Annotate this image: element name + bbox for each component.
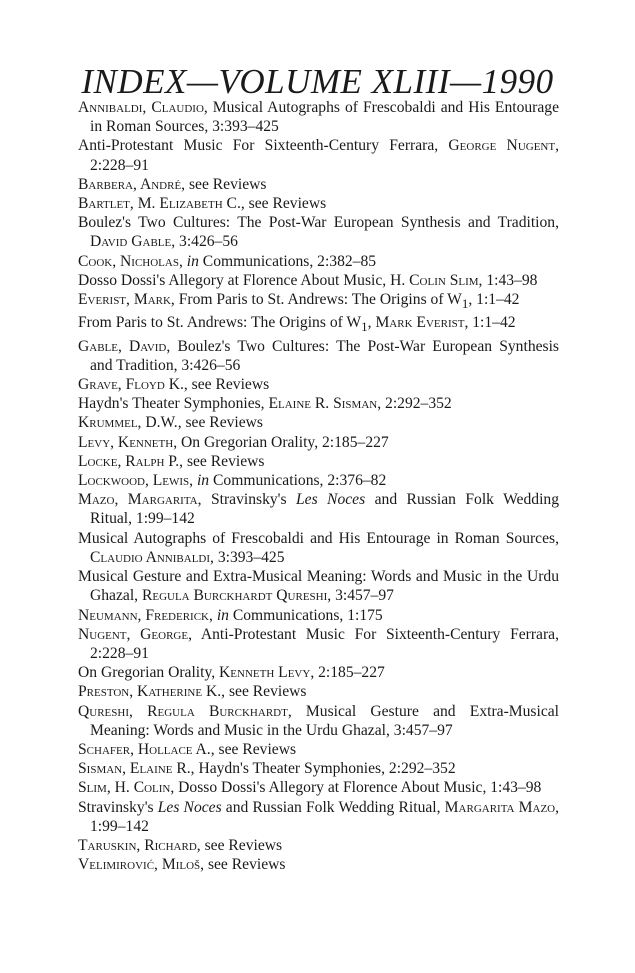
index-entry: Musical Gesture and Extra-Musical Meaning: Words and Music in the Urdu Ghazal, Regula Burckhardt Qureshi, 3:457–97 bbox=[78, 568, 559, 605]
index-entry: Haydn's Theater Symphonies, Elaine R. Sisman, 2:292–352 bbox=[78, 395, 452, 413]
index-entry: Gable, David, Boulez's Two Cultures: The Post-War European Synthesis and Tradition, 3:426–56 bbox=[78, 337, 560, 374]
index-entry: From Paris to St. Andrews: The Origins of $W_1$, Mark Everist, 1:1–42 bbox=[78, 314, 516, 335]
index-entry: Mazo, Margarita, Stravinsky's Les Noces and Russian Folk Wedding Ritual, 1:99–142 bbox=[78, 491, 560, 528]
index-entry: Krummel, D.W., see Reviews bbox=[78, 414, 263, 432]
index-entry: Qureshi, Regula Burckhardt, Musical Gesture and Extra-Musical Meaning: Words and Music in the Urdu Ghazal, 3:457–97 bbox=[78, 702, 559, 739]
page-title: INDEX—VOLUME XLIII—1990 bbox=[81, 62, 554, 101]
index-entry: Dosso Dossi's Allegory at Florence About Music, H. Colin Slim, 1:43–98 bbox=[78, 271, 538, 289]
index-entry: Neumann, Frederick, in Communications, 1:175 bbox=[78, 606, 383, 624]
index-entry: Cook, Nicholas, in Communications, 2:382–85 bbox=[78, 252, 377, 270]
index-entry: Nugent, George, Anti-Protestant Music For Sixteenth-Century Ferrara, 2:228–91 bbox=[78, 625, 559, 662]
index-entry: Everist, Mark, From Paris to St. Andrews: The Origins of $W_1$, 1:1–42 bbox=[78, 291, 520, 312]
index-entry: Levy, Kenneth, On Gregorian Orality, 2:185–227 bbox=[78, 433, 389, 451]
index-entry: Velimirović, Miloš, see Reviews bbox=[78, 856, 286, 874]
index-entry: Annibaldi, Claudio, Musical Autographs of Frescobaldi and His Entourage in Roman Sources, 3:393–425 bbox=[78, 99, 559, 136]
index-entry: Slim, H. Colin, Dosso Dossi's Allegory at Florence About Music, 1:43–98 bbox=[78, 779, 542, 797]
index-entry: Musical Autographs of Frescobaldi and His Entourage in Roman Sources, Claudio Annibaldi, 3:393–425 bbox=[78, 529, 559, 566]
index-entry: Sisman, Elaine R., Haydn's Theater Symphonies, 2:292–352 bbox=[78, 760, 456, 778]
index-entry: Stravinsky's Les Noces and Russian Folk Wedding Ritual, Margarita Mazo, 1:99–142 bbox=[78, 798, 560, 835]
index-entry: Barbera, André, see Reviews bbox=[78, 175, 267, 193]
index-entry: Taruskin, Richard, see Reviews bbox=[78, 836, 283, 854]
index-list bbox=[78, 98, 559, 874]
index-entry: Bartlet, M. Elizabeth C., see Reviews bbox=[78, 195, 327, 213]
index-entry: Lockwood, Lewis, in Communications, 2:376–82 bbox=[78, 472, 387, 490]
index-entry: Boulez's Two Cultures: The Post-War European Synthesis and Tradition, David Gable, 3:426–56 bbox=[78, 214, 559, 251]
index-entry: Grave, Floyd K., see Reviews bbox=[78, 376, 270, 394]
index-entry: Anti-Protestant Music For Sixteenth-Century Ferrara, George Nugent, 2:228–91 bbox=[78, 137, 559, 174]
index-entry: Preston, Katherine K., see Reviews bbox=[78, 683, 307, 701]
index-entry: Schafer, Hollace A., see Reviews bbox=[78, 740, 297, 758]
index-entry: Locke, Ralph P., see Reviews bbox=[78, 452, 265, 470]
index-entry: On Gregorian Orality, Kenneth Levy, 2:185–227 bbox=[78, 664, 385, 682]
